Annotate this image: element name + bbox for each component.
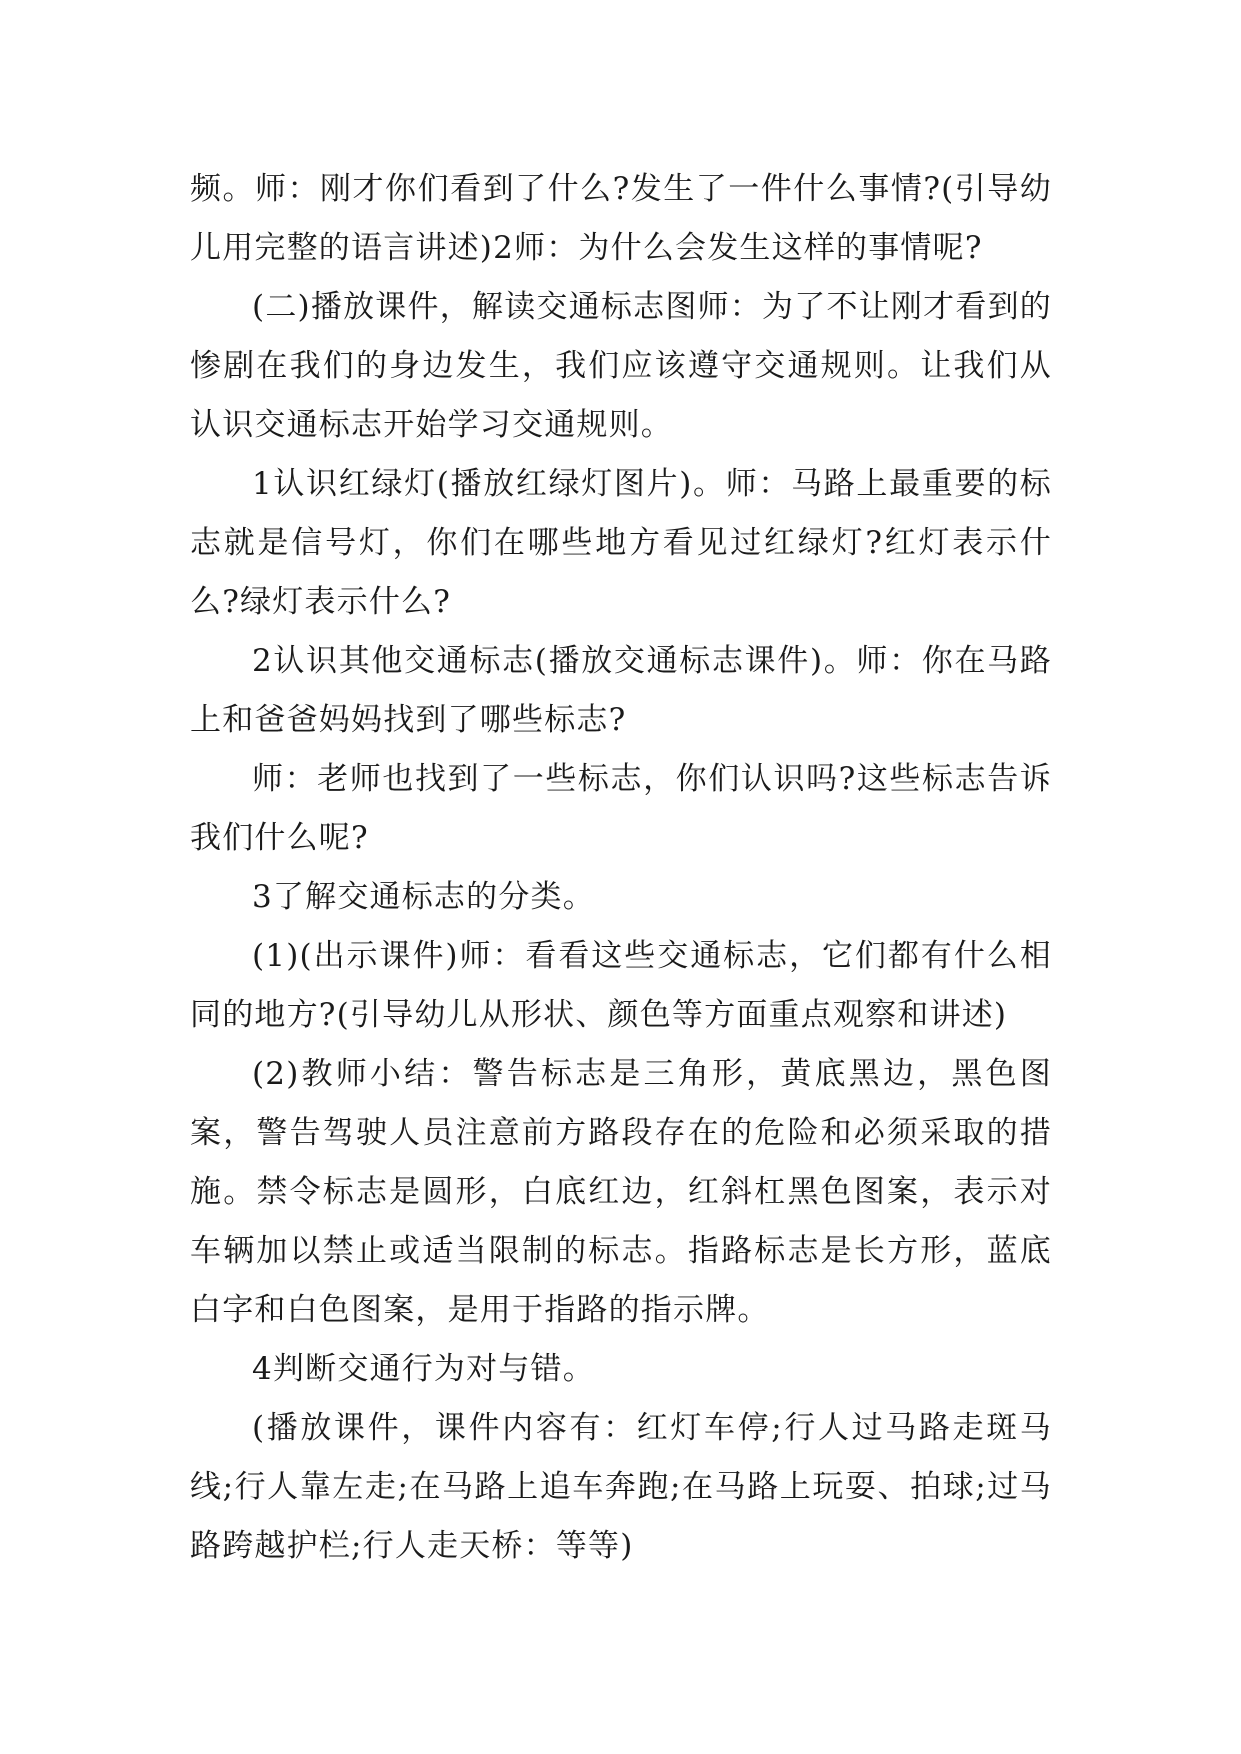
paragraph-6: 3了解交通标志的分类。: [252, 879, 595, 915]
paragraph-4: 2认识其他交通标志(播放交通标志课件)。师：你在马路上和爸爸妈妈找到了哪些标志?: [190, 643, 1052, 738]
paragraph-5: 师：老师也找到了一些标志，你们认识吗?这些标志告诉我们什么呢?: [190, 761, 1052, 856]
paragraph-8: (2)教师小结：警告标志是三角形，黄底黑边，黑色图案，警告驾驶人员注意前方路段存在的危险和必须采取的措施。禁令标志是圆形，白底红边，红斜杠黑色图案，表示对车辆加以禁止或适当限制的标志。指路标志是长方形，蓝底白字和白色图案，是用于指路的指示牌。: [190, 1056, 1052, 1328]
document-body: [190, 160, 1052, 1576]
paragraph-7: (1)(出示课件)师：看看这些交通标志，它们都有什么相同的地方?(引导幼儿从形状、颜色等方面重点观察和讲述): [190, 938, 1052, 1033]
paragraph-10: (播放课件，课件内容有：红灯车停;行人过马路走斑马线;行人靠左走;在马路上追车奔跑;在马路上玩耍、拍球;过马路跨越护栏;行人走天桥：等等): [190, 1410, 1052, 1564]
paragraph-9: 4判断交通行为对与错。: [252, 1351, 595, 1387]
paragraph-2: (二)播放课件，解读交通标志图师：为了不让刚才看到的惨剧在我们的身边发生，我们应该遵守交通规则。让我们从认识交通标志开始学习交通规则。: [190, 289, 1052, 443]
paragraph-3: 1认识红绿灯(播放红绿灯图片)。师：马路上最重要的标志就是信号灯，你们在哪些地方看见过红绿灯?红灯表示什么?绿灯表示什么?: [190, 466, 1052, 620]
paragraph-1: 频。师：刚才你们看到了什么?发生了一件什么事情?(引导幼儿用完整的语言讲述)2师：为什么会发生这样的事情呢?: [190, 171, 1052, 266]
